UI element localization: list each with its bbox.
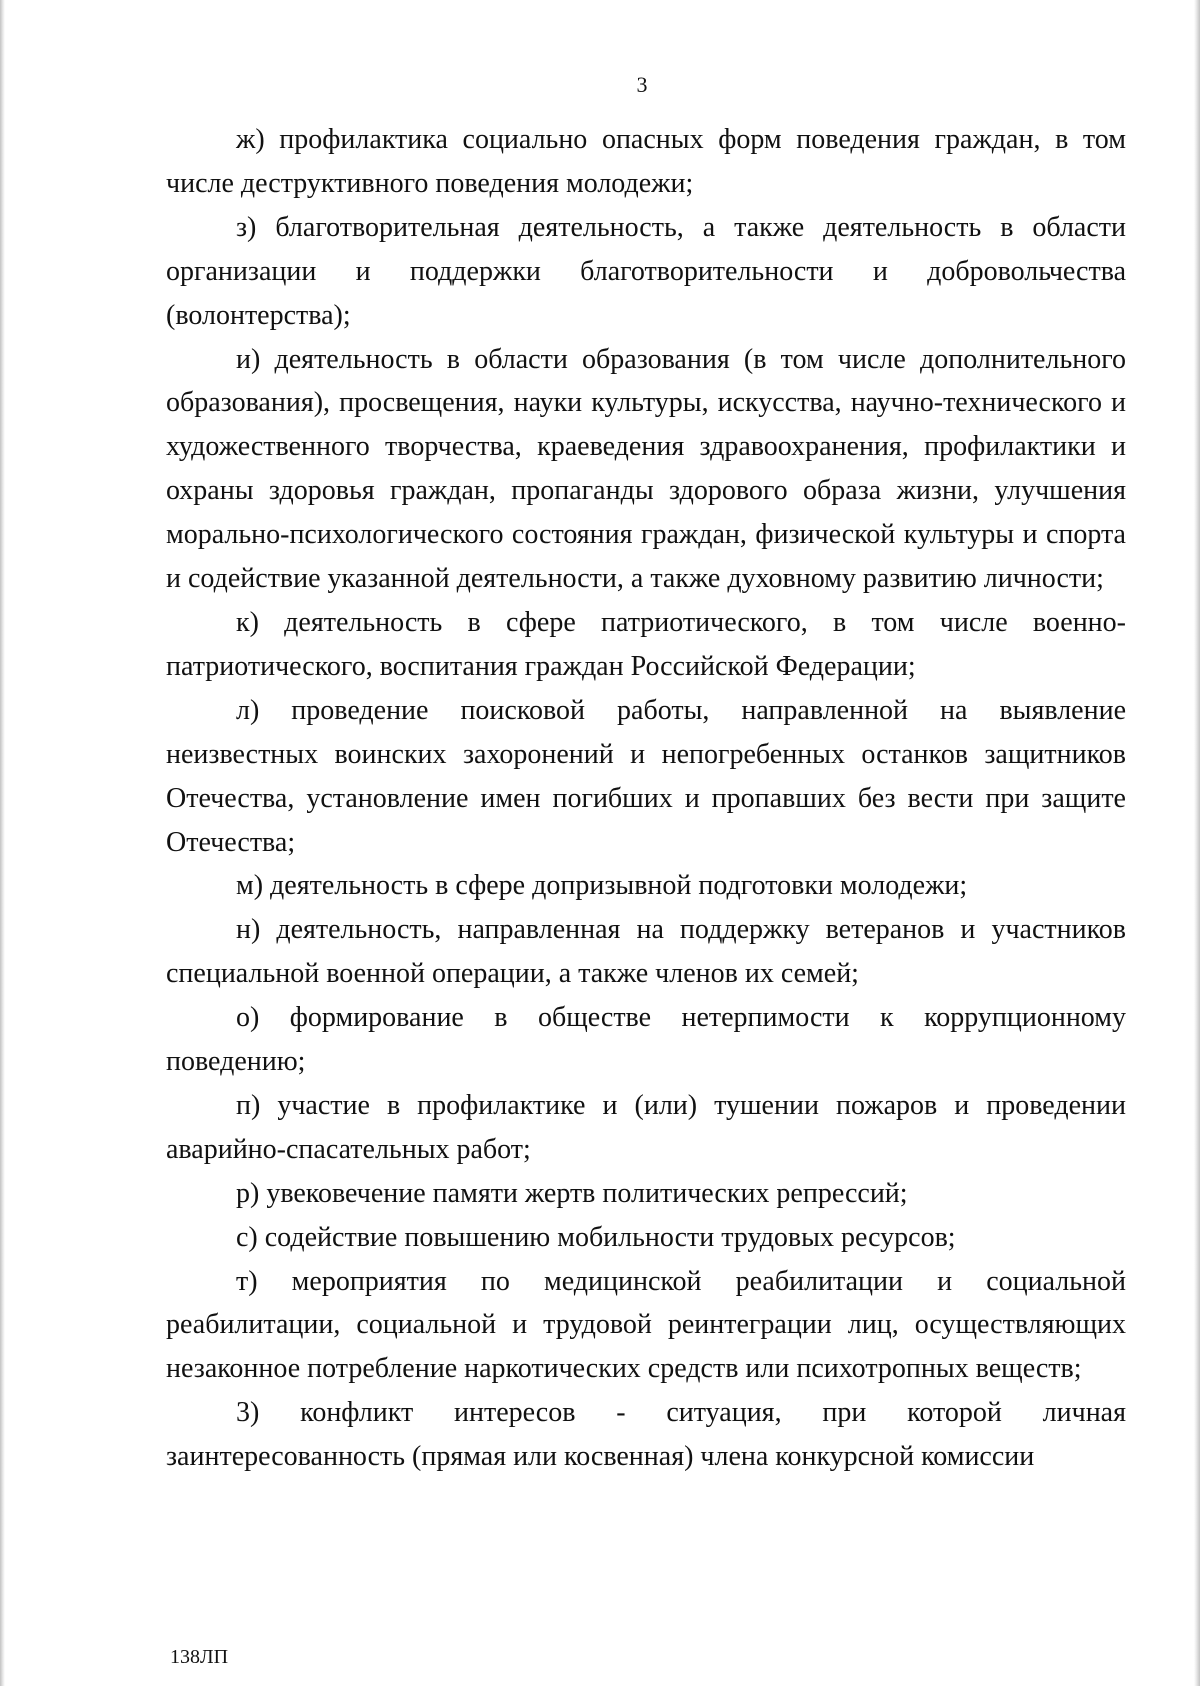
document-body [166, 118, 1126, 1479]
paragraph-3: 3) конфликт интересов - ситуация, при которой личная заинтересованность (прямая или косвенная) члена конкурсной комиссии [166, 1397, 1126, 1473]
paragraph-s: с) содействие повышению мобильности трудовых ресурсов; [236, 1221, 956, 1253]
paragraph-o: о) формирование в обществе нетерпимости к коррупционному поведению; [166, 1002, 1126, 1078]
footer-document-code: 138ЛП [170, 1646, 229, 1668]
page-number: 3 [636, 72, 648, 97]
scan-edge-left [0, 0, 5, 1686]
paragraph-i: и) деятельность в области образования (в том числе дополнительного образования), просвещения, науки культуры, искусства, научно-технического и художественного творчества, краеведения здравоохранения, профилактики и охраны здоровья граждан, пропаганды здорового образа жизни, улучшения морально-психологического состояния граждан, физической культуры и спорта и содействие указанной деятельности, а также духовному развитию личности; [166, 343, 1126, 595]
paragraph-m: м) деятельность в сфере допризывной подготовки молодежи; [236, 870, 968, 902]
paragraph-k: к) деятельность в сфере патриотического, в том числе военно-патриотического, воспитания граждан Российской Федерации; [166, 606, 1126, 682]
paragraph-n: н) деятельность, направленная на поддержку ветеранов и участников специальной военной операции, а также членов их семей; [166, 914, 1126, 990]
paragraph-p: п) участие в профилактике и (или) тушении пожаров и проведении аварийно-спасательных работ; [166, 1089, 1126, 1165]
paragraph-l: л) проведение поисковой работы, направленной на выявление неизвестных воинских захоронений и непогребенных останков защитников Отечества, установление имен погибших и пропавших без вести при защите Отечества; [166, 694, 1126, 858]
paragraph-t: т) мероприятия по медицинской реабилитации и социальной реабилитации, социальной и трудовой реинтеграции лиц, осуществляющих незаконное потребление наркотических средств или психотропных веществ; [166, 1265, 1126, 1385]
paragraph-z: з) благотворительная деятельность, а также деятельность в области организации и поддержки благотворительности и добровольчества (волонтерства); [166, 211, 1126, 331]
scan-edge-right [1194, 0, 1200, 1686]
paragraph-r: р) увековечение памяти жертв политических репрессий; [236, 1177, 908, 1209]
paragraph-zh: ж) профилактика социально опасных форм поведения граждан, в том числе деструктивного поведения молодежи; [166, 124, 1126, 199]
